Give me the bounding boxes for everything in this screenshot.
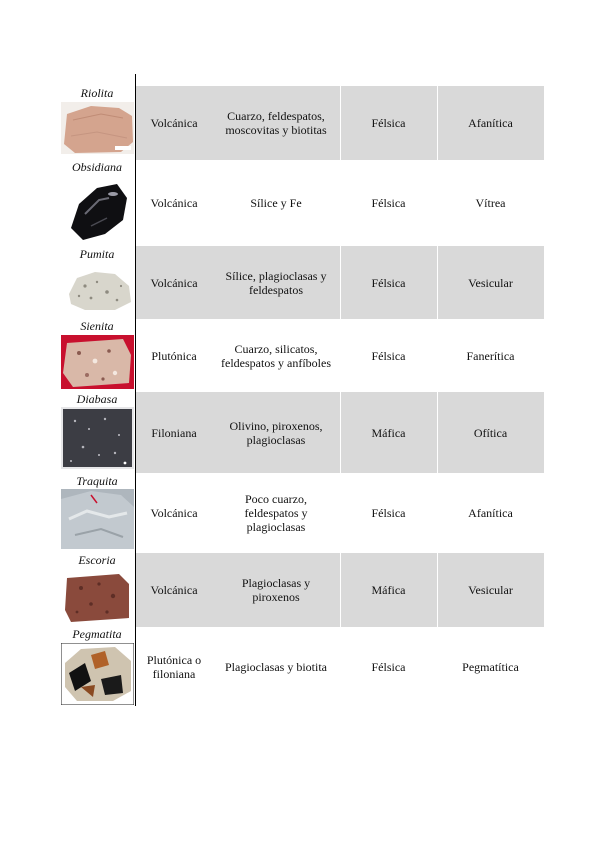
minerals-cell: Cuarzo, feldespatos, moscovitas y biotitas [225,109,327,137]
type-cell: Máfica [371,425,406,440]
table-row [0,392,600,473]
minerals-cell: Plagioclasas y biotita [225,660,327,674]
table-row [0,553,600,627]
pegmatita-rock-image [61,643,134,705]
traquita-rock-image [61,489,134,549]
rock-name: Riolita [80,86,114,100]
minerals-cell: Cuarzo, silicatos, feldespatos y anfíboles [221,341,331,370]
pumita-rock-image [61,264,134,314]
origin-cell: Volcánica [150,506,198,520]
rock-name: Escoria [78,553,116,567]
rock-name: Sienita [80,319,114,333]
diabasa-rock-image [61,407,134,469]
rock-name: Pegmatita [72,627,122,641]
escoria-rock-image [61,570,134,624]
origin-cell: Volcánica [150,275,198,290]
origin-cell: Plutónica [151,348,197,363]
minerals-cell: Poco cuarzo, feldespatos y plagioclasas [244,492,308,534]
origin-cell: Filoniana [151,425,197,440]
texture-cell: Vítrea [475,196,506,210]
texture-cell: Vesicular [468,583,513,597]
type-cell: Félsica [371,660,406,674]
sienita-rock-image [61,335,134,389]
texture-cell: Ofítica [473,425,508,440]
minerals-cell: Sílice y Fe [250,196,302,210]
type-cell: Félsica [371,506,406,520]
type-cell: Félsica [371,275,406,290]
rock-name: Obsidiana [71,160,122,174]
minerals-cell: Plagioclasas y piroxenos [241,576,311,604]
table-row [0,473,600,553]
type-cell: Félsica [371,348,406,363]
table-row [0,86,600,160]
type-cell: Máfica [371,583,406,597]
origin-cell: Volcánica [150,116,198,130]
obsidiana-rock-image [61,178,134,242]
riolita-rock-image [61,102,134,154]
rock-name: Diabasa [76,392,118,406]
rock-name: Traquita [76,474,118,488]
table-row [0,319,600,392]
texture-cell: Afanítica [468,116,513,130]
minerals-cell: Olivino, piroxenos, plagioclasas [229,418,323,447]
origin-cell: Plutónica o filoniana [146,653,202,681]
texture-cell: Vesicular [468,275,513,290]
rock-name: Pumita [79,247,115,261]
texture-cell: Pegmatítica [462,660,519,674]
table-row [0,246,600,319]
type-cell: Félsica [371,116,406,130]
minerals-cell: Sílice, plagioclasas y feldespatos [225,268,327,297]
table-row [0,627,600,707]
type-cell: Félsica [371,196,406,210]
texture-cell: Afanítica [468,506,513,520]
origin-cell: Volcánica [150,583,198,597]
texture-cell: Fanerítica [466,348,515,363]
table-row [0,160,600,246]
origin-cell: Volcánica [150,196,198,210]
